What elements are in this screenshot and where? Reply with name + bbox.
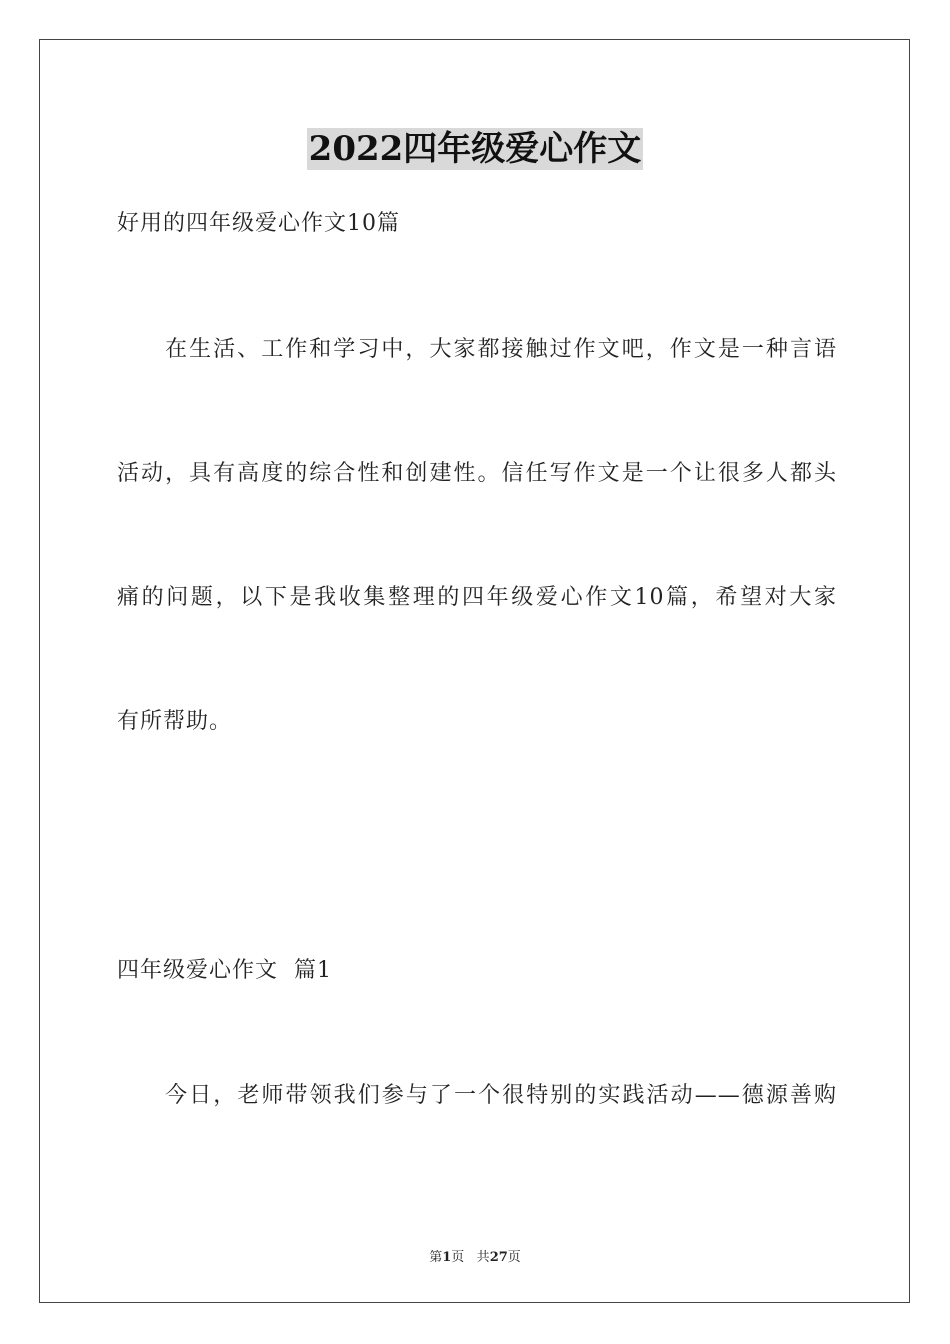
section-heading: 四年级爱心作文 篇1 bbox=[117, 958, 332, 983]
footer-prefix: 第 bbox=[429, 1250, 443, 1265]
section-line-1: 今日，老师带领我们参与了一个很特别的实践活动——德源善购 bbox=[117, 1083, 837, 1108]
footer-total-pages: 27 bbox=[489, 1250, 508, 1265]
title-wrap bbox=[0, 128, 950, 170]
document-subtitle: 好用的四年级爱心作文10篇 bbox=[117, 211, 400, 236]
intro-line-2: 活动，具有高度的综合性和创建性。信任写作文是一个让很多人都头 bbox=[117, 461, 837, 486]
footer-page-unit: 页 bbox=[451, 1250, 465, 1265]
footer-total-prefix: 共 bbox=[476, 1250, 490, 1265]
intro-line-1: 在生活、工作和学习中，大家都接触过作文吧，作文是一种言语 bbox=[117, 337, 837, 362]
footer-current-page: 1 bbox=[442, 1250, 452, 1265]
intro-line-3: 痛的问题，以下是我收集整理的四年级爱心作文10篇，希望对大家 bbox=[117, 585, 837, 610]
document-title: 2022四年级爱心作文 bbox=[308, 129, 642, 169]
footer-total-unit: 页 bbox=[507, 1250, 521, 1265]
page-footer bbox=[0, 1246, 950, 1265]
intro-line-4: 有所帮助。 bbox=[117, 709, 233, 734]
